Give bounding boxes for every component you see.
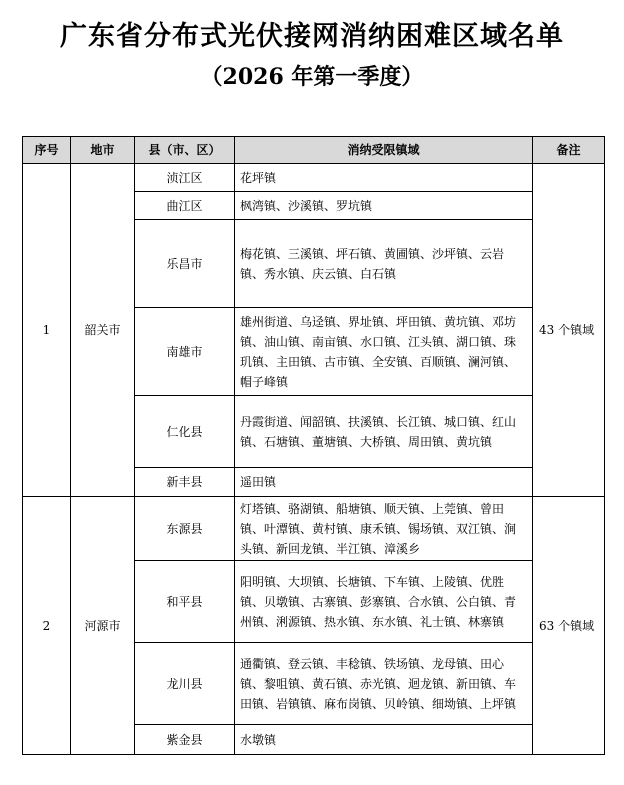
towns-cell: 水墩镇	[235, 725, 533, 755]
header-county: 县（市、区）	[135, 137, 235, 164]
city-cell: 韶关市	[71, 164, 135, 497]
header-towns: 消纳受限镇域	[235, 137, 533, 164]
towns-cell: 阳明镇、大坝镇、长塘镇、下车镇、上陵镇、优胜镇、贝墩镇、古寨镇、彭寨镇、合水镇、公白镇、青州镇、浰源镇、热水镇、东水镇、礼士镇、林寨镇	[235, 561, 533, 643]
towns-cell: 通衢镇、登云镇、丰稔镇、铁场镇、龙母镇、田心镇、黎咀镇、黄石镇、赤光镇、迴龙镇、新田镇、车田镇、岩镇镇、麻布岗镇、贝岭镇、细坳镇、上坪镇	[235, 643, 533, 725]
notes-cell: 43 个镇域	[533, 164, 605, 497]
county-cell: 南雄市	[135, 308, 235, 396]
county-cell: 仁化县	[135, 396, 235, 468]
county-cell: 浈江区	[135, 164, 235, 192]
table-row	[23, 164, 605, 192]
table-row	[23, 497, 605, 561]
towns-cell: 遥田镇	[235, 468, 533, 497]
county-cell: 曲江区	[135, 192, 235, 220]
seq-cell: 1	[23, 164, 71, 497]
county-cell: 东源县	[135, 497, 235, 561]
towns-cell: 梅花镇、三溪镇、坪石镇、黄圃镇、沙坪镇、云岩镇、秀水镇、庆云镇、白石镇	[235, 220, 533, 308]
county-cell: 紫金县	[135, 725, 235, 755]
towns-cell: 丹霞街道、闻韶镇、扶溪镇、长江镇、城口镇、红山镇、石塘镇、董塘镇、大桥镇、周田镇、黄坑镇	[235, 396, 533, 468]
header-seq: 序号	[23, 137, 71, 164]
page-title: 广东省分布式光伏接网消纳困难区域名单	[60, 21, 564, 52]
county-cell: 和平县	[135, 561, 235, 643]
towns-cell: 雄州街道、乌迳镇、界址镇、坪田镇、黄坑镇、邓坊镇、油山镇、南亩镇、水口镇、江头镇、湖口镇、珠玑镇、主田镇、古市镇、全安镇、百顺镇、澜河镇、帽子峰镇	[235, 308, 533, 396]
towns-cell: 花坪镇	[235, 164, 533, 192]
header-row	[23, 137, 605, 164]
city-cell: 河源市	[71, 497, 135, 755]
notes-cell: 63 个镇域	[533, 497, 605, 755]
county-cell: 新丰县	[135, 468, 235, 497]
towns-cell: 枫湾镇、沙溪镇、罗坑镇	[235, 192, 533, 220]
region-table	[22, 136, 605, 755]
seq-cell: 2	[23, 497, 71, 755]
county-cell: 乐昌市	[135, 220, 235, 308]
towns-cell: 灯塔镇、骆湖镇、船塘镇、顺天镇、上莞镇、曾田镇、叶潭镇、黄村镇、康禾镇、锡场镇、双江镇、涧头镇、新回龙镇、半江镇、漳溪乡	[235, 497, 533, 561]
header-city: 地市	[71, 137, 135, 164]
header-notes: 备注	[533, 137, 605, 164]
county-cell: 龙川县	[135, 643, 235, 725]
page-subtitle: （2026 年第一季度）	[200, 64, 424, 90]
